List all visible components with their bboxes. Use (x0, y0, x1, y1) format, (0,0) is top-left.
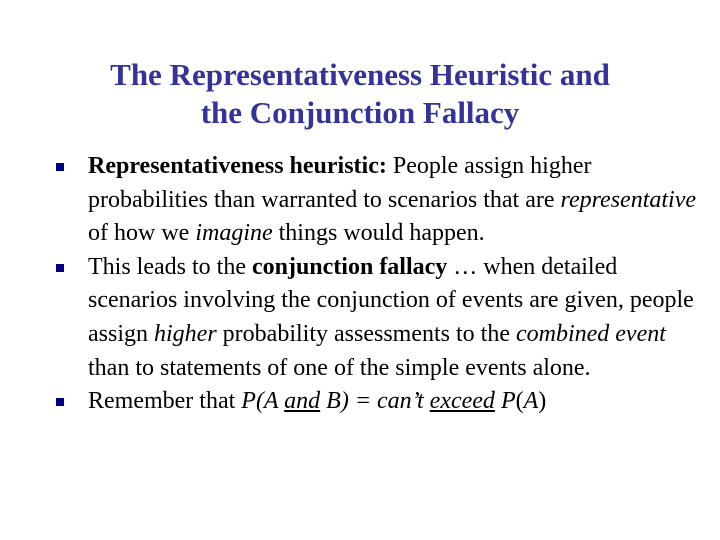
emphasis-representative: representative (560, 186, 697, 213)
term-conjunction-fallacy: conjunction fallacy (251, 253, 448, 280)
square-bullet-icon (56, 264, 64, 272)
text-segment: than to statements of one of the simple events alone. (88, 354, 591, 381)
emphasis-combined-event: combined event (515, 320, 666, 347)
bullet-item-representativeness (0, 150, 720, 251)
formula-part: B) = can’t (320, 388, 430, 415)
emphasis-higher: higher (154, 320, 217, 347)
text-segment: People assign higher probabilities than warranted to scenarios that are (88, 153, 592, 213)
text-segment: Remember that (88, 388, 242, 415)
square-bullet-icon (56, 398, 64, 406)
emphasis-imagine: imagine (195, 220, 273, 247)
bullet-text (88, 385, 698, 419)
formula-part: A (523, 388, 539, 415)
bullet-list (0, 150, 720, 419)
title-line-2: the Conjunction Fallacy (200, 95, 520, 130)
text-segment: This leads to the (88, 253, 252, 280)
term-representativeness-heuristic: Representativeness heuristic: (88, 153, 387, 179)
formula-part: P (494, 388, 516, 415)
formula-underlined-and: and (284, 388, 321, 415)
bullet-text (88, 251, 698, 385)
formula-paren: ) (538, 388, 547, 415)
title-line-1: The Representativeness Heuristic and (110, 57, 610, 92)
formula-part: P(A (241, 388, 285, 415)
formula-paren: ( (515, 388, 524, 415)
bullet-item-remember (0, 385, 720, 419)
text-segment: of how we (88, 220, 196, 247)
bullet-item-conjunction-fallacy (0, 251, 720, 385)
text-segment: … when detailed scenarios involving the conjunction of events are given, people assign (88, 253, 694, 347)
bullet-text (88, 150, 698, 251)
text-segment: things would happen. (272, 220, 485, 247)
text-segment: probability assessments to the (216, 320, 516, 347)
slide-title (40, 56, 680, 132)
formula-underlined-exceed: exceed (429, 388, 495, 415)
square-bullet-icon (56, 163, 64, 171)
